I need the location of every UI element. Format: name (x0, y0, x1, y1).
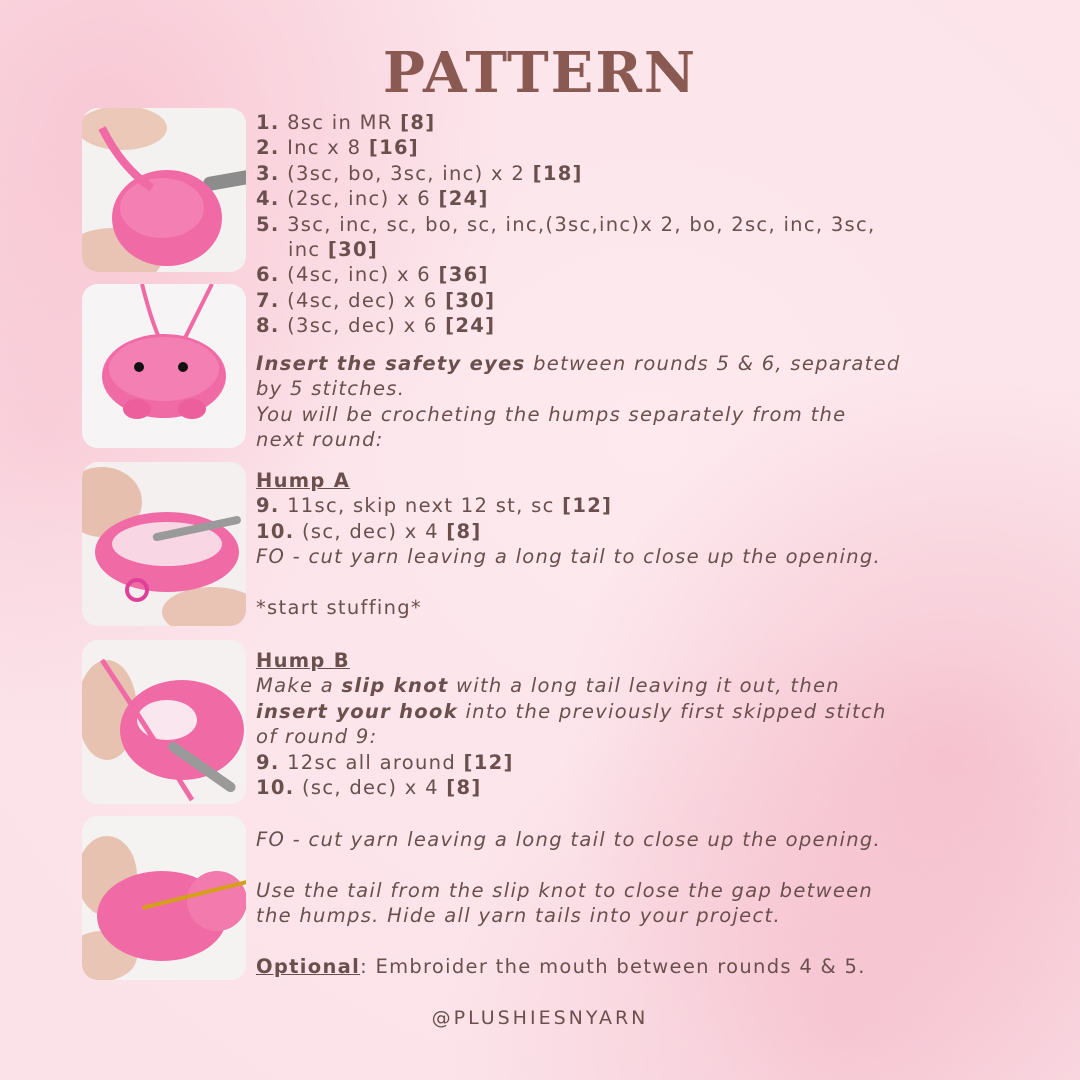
round-8: 8. (3sc, dec) x 6 [24] (256, 314, 496, 338)
round-4: 4. (2sc, inc) x 6 [24] (256, 187, 489, 211)
round-6: 6. (4sc, inc) x 6 [36] (256, 263, 489, 287)
round-1: 1. 8sc in MR [8] (256, 111, 436, 134)
plush-with-eyes-photo (82, 284, 246, 448)
hump-a-crochet-photo (82, 462, 246, 626)
hump-a-heading: Hump A (256, 469, 351, 492)
start-stuffing-note: *start stuffing* (256, 596, 422, 620)
finishing-section: FO - cut yarn leaving a long tail to close up the opening. Use the tail from the slip knot to close the gap between the humps. Hide all yarn tails into your project. Optional: Embroider the mouth between rounds 4 & 5. (256, 827, 1046, 979)
finishing-fo: FO - cut yarn leaving a long tail to close up the opening. (256, 828, 882, 851)
round-2: 2. Inc x 8 [16] (256, 136, 420, 160)
hump-a-fo: FO - cut yarn leaving a long tail to close up the opening. (256, 545, 882, 569)
hump-b-crochet-photo (82, 640, 246, 804)
hump-a-round-9: 9. 11sc, skip next 12 st, sc [12] (256, 494, 613, 518)
hump-b-section: Hump B Make a slip knot with a long tail leaving it out, then insert your hook into the previously first skipped stitch of round 9: 9. 12sc all around [12] 10. (sc, dec) x 4 [8] (256, 648, 1046, 800)
round-7: 7. (4sc, dec) x 6 [30] (256, 288, 496, 312)
hump-b-round-10: 10. (sc, dec) x 4 [8] (256, 776, 482, 800)
rounds-1-8 (256, 110, 1046, 339)
round-5: 5. 3sc, inc, sc, bo, sc, inc,(3sc,inc)x 2, bo, 2sc, inc, 3sc, (256, 212, 876, 236)
round-5-continued: inc [30] (288, 238, 379, 262)
crochet-start-photo (82, 108, 246, 272)
optional-note: Optional: Embroider the mouth between rounds 4 & 5. (256, 955, 866, 978)
hump-b-heading: Hump B (256, 649, 350, 672)
page-title: PATTERN (382, 40, 698, 106)
closing-gap-photo (82, 816, 246, 980)
hump-a-section (256, 468, 1046, 620)
hump-b-round-9: 9. 12sc all around [12] (256, 750, 514, 774)
safety-eyes-note: Insert the safety eyes between rounds 5 & 6, separated by 5 stitches. You will be crocheting the humps separately from the next round: (256, 352, 901, 452)
footer-handle: @PLUSHIESNYARN (431, 1007, 649, 1029)
hump-a-round-10: 10. (sc, dec) x 4 [8] (256, 519, 482, 543)
round-3: 3. (3sc, bo, 3sc, inc) x 2 [18] (256, 161, 583, 185)
